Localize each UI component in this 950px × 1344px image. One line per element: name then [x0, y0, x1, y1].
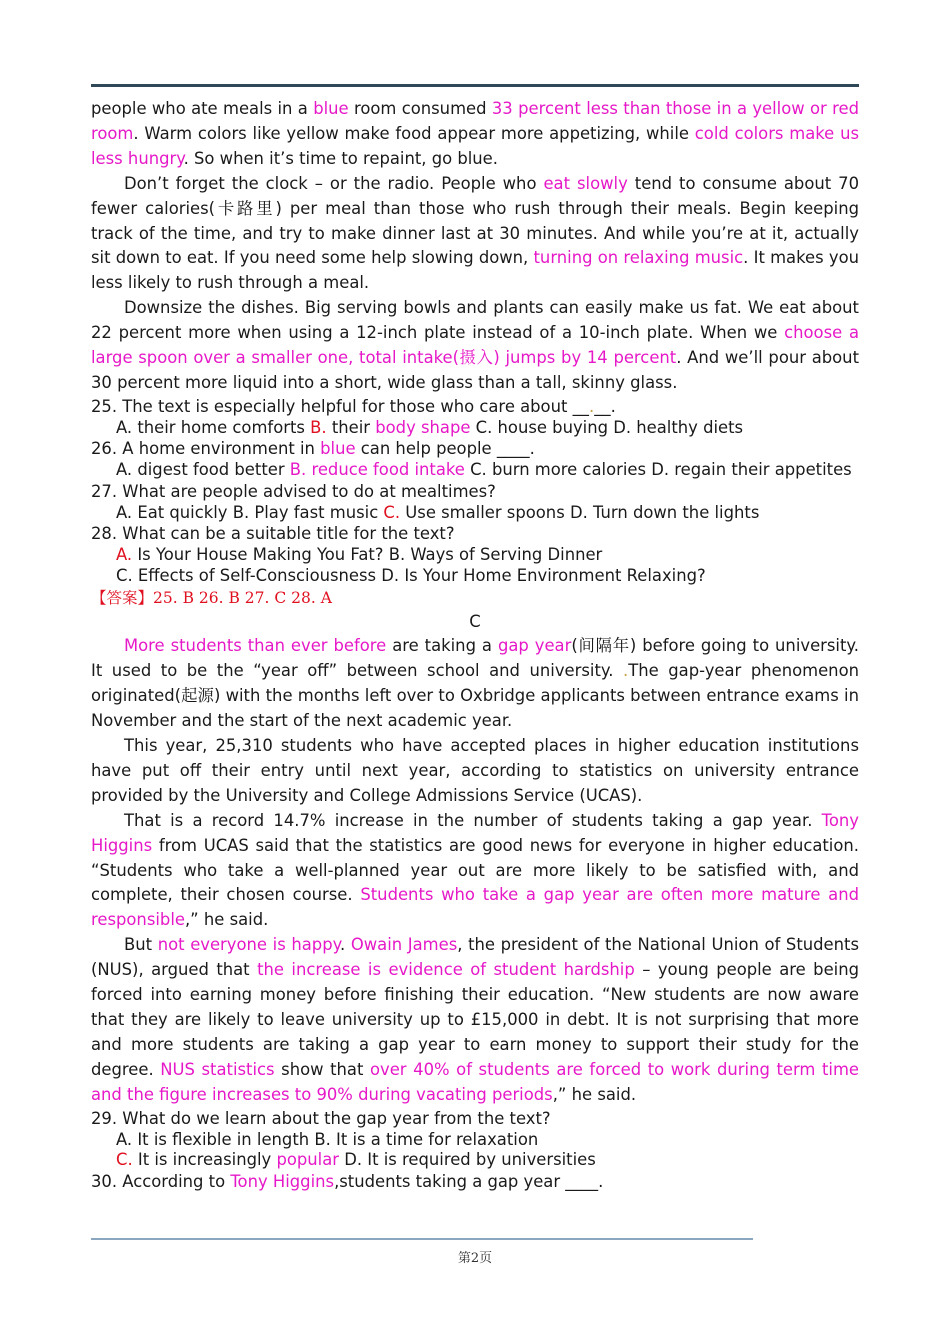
- text: , the president of the National Union of Students (NUS), argued that: [91, 935, 859, 980]
- question-29-options-c: [91, 1150, 859, 1171]
- page-number: 第2页: [457, 1251, 493, 1266]
- option: D. It is required by universities: [339, 1150, 596, 1170]
- highlight: Tony Higgins: [91, 810, 859, 855]
- question-stem: __.: [594, 396, 616, 416]
- text: are taking a: [386, 636, 498, 656]
- highlight: Students who take a gap year are often more mature and responsible: [91, 885, 859, 930]
- text: . So when it’s time to repaint, go blue.: [183, 148, 498, 168]
- option: A. their home comforts: [116, 417, 311, 437]
- text: .: [339, 935, 351, 955]
- question-28: [91, 523, 859, 545]
- paragraph-3: [91, 296, 859, 396]
- question-stem: ,students taking a gap year ____.: [334, 1171, 604, 1191]
- header-rule: [91, 84, 859, 87]
- question-stem: 30. According to: [91, 1171, 231, 1191]
- question-26-options: [91, 460, 859, 481]
- option: Use smaller spoons D. Turn down the lights: [400, 502, 760, 522]
- text: But: [124, 935, 158, 955]
- question-28-options-a: [91, 545, 859, 566]
- highlight: NUS statistics: [160, 1059, 275, 1079]
- question-stem: 29. What do we learn about the gap year from the text?: [91, 1108, 551, 1128]
- option: C. house buying D. healthy diets: [470, 417, 744, 437]
- question-30: [91, 1171, 859, 1193]
- paragraph-1: [91, 97, 859, 172]
- text: That is a record 14.7% increase in the number of students taking a gap year.: [124, 810, 822, 830]
- text: The gap-year phenomenon originated(起源) with the months left over to Oxbridge applicants between entrance exams in November and the start of the next academic year.: [91, 661, 859, 731]
- option: C. burn more calories D. regain their appetites: [464, 460, 852, 480]
- text: ,” he said.: [184, 910, 269, 930]
- question-25: [91, 396, 859, 418]
- highlight: More students than ever before: [124, 636, 387, 656]
- text: from UCAS said that the statistics are good news for everyone in higher education. “Students who take a well-planned year out are more likely to be satisfied with, and complete, their chosen course.: [91, 835, 859, 905]
- option: It is increasingly: [132, 1150, 277, 1170]
- footer-rule: [91, 1238, 753, 1240]
- question-stem: 27. What are people advised to do at mealtimes?: [91, 481, 496, 501]
- text: (间隔年) before going to university. It used to be the “year off” between school and university.: [91, 636, 859, 681]
- question-stem: 26. A home environment in: [91, 439, 321, 459]
- text: . It makes you less likely to rush through a meal.: [91, 248, 859, 293]
- highlight: the increase is evidence of student hardship: [257, 960, 635, 980]
- highlight: popular: [276, 1150, 340, 1170]
- text: ,” he said.: [552, 1084, 637, 1104]
- answer-letter: C.: [383, 502, 401, 522]
- highlight: blue: [320, 439, 356, 459]
- highlight: over 40% of students are forced to work during term time and the figure increases to 90% during vacating periods: [91, 1059, 860, 1104]
- highlight: eat slowly: [543, 173, 628, 193]
- answer-letter: C.: [116, 1150, 133, 1170]
- answer-letter: A.: [116, 545, 133, 565]
- question-27: [91, 481, 859, 503]
- text: . Warm colors like yellow make food appear more appetizing, while: [133, 123, 695, 143]
- text: people who ate meals in a: [91, 99, 314, 118]
- option: Is Your House Making You Fat? B. Ways of Serving Dinner: [132, 545, 603, 565]
- text: show that: [274, 1059, 370, 1079]
- paragraph-7: [91, 933, 859, 1107]
- highlight: Tony Higgins: [230, 1171, 335, 1191]
- question-25-options: [91, 418, 859, 439]
- highlight: blue: [313, 99, 349, 118]
- question-stem: can help people ____.: [355, 439, 535, 459]
- option: A. It is flexible in length B. It is a time for relaxation: [116, 1129, 539, 1149]
- answer-key: 【答案】25. B 26. B 27. C 28. A: [91, 589, 332, 608]
- paragraph-2: [91, 172, 859, 297]
- mark: .: [589, 396, 595, 416]
- question-stem: 25. The text is especially helpful for those who care about __: [91, 396, 590, 416]
- option: their: [326, 417, 376, 437]
- highlight: choose a large spoon over a smaller one, total intake(摄入) jumps by 14 percent: [91, 323, 859, 368]
- option: C. Effects of Self-Consciousness D. Is Your Home Environment Relaxing?: [116, 565, 706, 585]
- question-28-options-c: [91, 566, 859, 587]
- option: A. Eat quickly B. Play fast music: [116, 502, 384, 522]
- question-27-options: [91, 503, 859, 524]
- text: tend to consume about 70 fewer calories(卡路里) per meal than those who rush through their meals. Begin keeping track of the time, and try to make dinner last at 30 minutes. And while you’re at it, actually sit down to eat. If you need some help slowing down,: [91, 173, 860, 268]
- highlight: cold colors make us less hungry: [91, 123, 859, 168]
- mark: .: [623, 661, 629, 681]
- paragraph-6: [91, 809, 859, 934]
- document-body: [91, 97, 859, 1193]
- highlight: Owain James: [350, 935, 458, 955]
- text: Don’t forget the clock – or the radio. People who: [124, 173, 544, 193]
- paragraph-5: This year, 25,310 students who have accepted places in higher education institutions have put off their entry until next year, according to statistics on university entrance provided by the University and College Admissions Service (UCAS).: [91, 736, 859, 805]
- question-26: [91, 438, 859, 460]
- answer-option: B. reduce food intake: [289, 460, 465, 480]
- option: A. digest food better: [116, 460, 290, 480]
- highlight: turning on relaxing music: [533, 248, 744, 268]
- section-heading: C: [469, 612, 481, 632]
- highlight: gap year: [497, 636, 572, 656]
- highlight: body shape: [375, 417, 471, 437]
- answer-letter: B.: [310, 417, 327, 437]
- paragraph-4: [91, 634, 859, 734]
- question-stem: 28. What can be a suitable title for the text?: [91, 524, 455, 544]
- highlight: 33 percent less than those in a yellow or red room: [91, 99, 859, 143]
- text: – young people are being forced into earning money before finishing their education. “New students are now aware that they are likely to leave university up to £15,000 in debt. It is not surprising that more and more students are taking a gap year to earn money to support their study for the degree.: [91, 960, 859, 1079]
- text: . And we’ll pour about 30 percent more liquid into a short, wide glass than a tall, skinny glass.: [91, 348, 859, 392]
- text: Downsize the dishes. Big serving bowls and plants can easily make us fat. We eat about 22 percent more when using a 12-inch plate instead of a 10-inch plate. When we: [91, 298, 859, 343]
- question-29: [91, 1108, 859, 1130]
- question-29-options-a: [91, 1130, 859, 1151]
- highlight: not everyone is happy: [157, 935, 340, 955]
- text: room consumed: [348, 99, 492, 118]
